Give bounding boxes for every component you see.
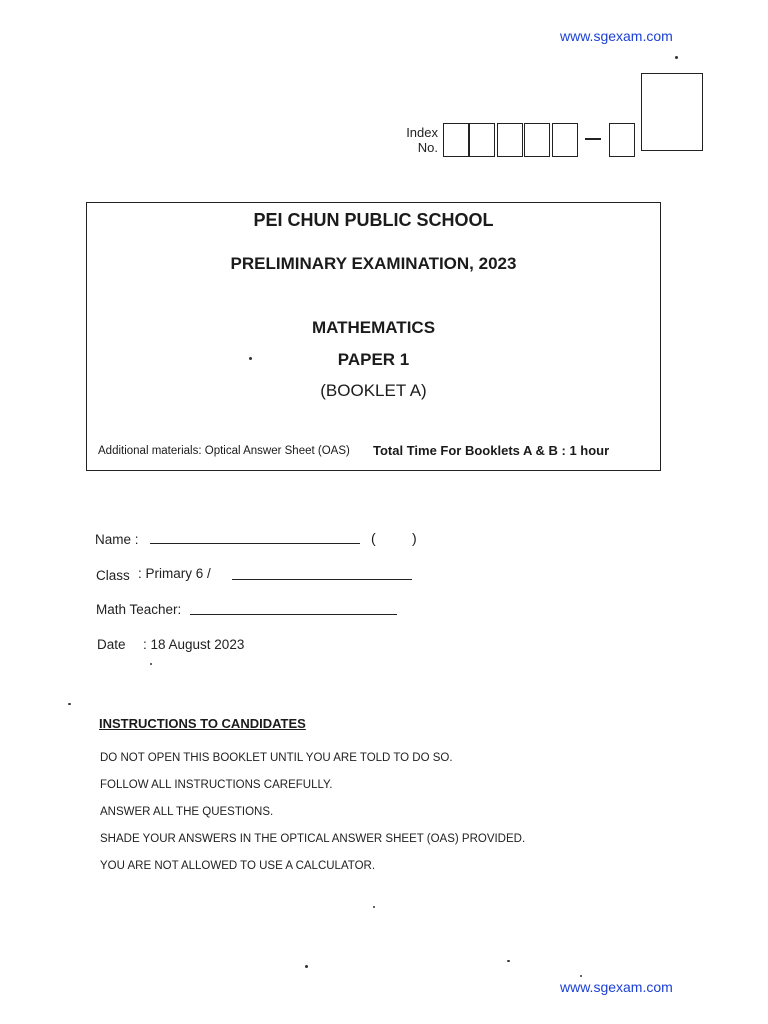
scan-speck: [249, 357, 252, 360]
instruction-item: YOU ARE NOT ALLOWED TO USE A CALCULATOR.: [100, 860, 376, 872]
paper-title: PAPER 1: [337, 350, 410, 369]
index-number-label: [396, 125, 438, 155]
instruction-item: SHADE YOUR ANSWERS IN THE OPTICAL ANSWER SHEET (OAS) PROVIDED.: [100, 833, 526, 845]
scan-speck: [373, 906, 375, 908]
index-label-line1: Index: [406, 125, 438, 140]
instructions-list: [100, 751, 525, 886]
date-value: : 18 August 2023: [143, 637, 245, 652]
additional-materials: Additional materials: Optical Answer Sheet (OAS): [98, 445, 350, 457]
booklet-title: (BOOKLET A): [320, 381, 427, 400]
class-field[interactable]: [232, 579, 412, 580]
math-teacher-label: Math Teacher:: [96, 602, 182, 617]
register-number-close-paren: ): [412, 530, 417, 546]
scan-speck: [675, 56, 678, 59]
name-field[interactable]: [150, 543, 360, 544]
index-digit-box-4[interactable]: [524, 123, 550, 157]
instructions-heading: INSTRUCTIONS TO CANDIDATES: [99, 716, 306, 731]
watermark-link-bottom[interactable]: www.sgexam.com: [560, 979, 673, 995]
total-time: Total Time For Booklets A & B : 1 hour: [373, 443, 610, 458]
index-digit-box-3[interactable]: [497, 123, 523, 157]
class-value: : Primary 6 /: [138, 566, 211, 581]
instruction-item: ANSWER ALL THE QUESTIONS.: [100, 806, 274, 818]
subject-title: MATHEMATICS: [311, 318, 436, 337]
register-number-open-paren: (: [371, 530, 376, 546]
scan-speck: [68, 703, 71, 705]
date-label: Date: [97, 637, 126, 652]
school-name: PEI CHUN PUBLIC SCHOOL: [253, 210, 494, 230]
scan-speck: [507, 960, 510, 962]
exam-title: PRELIMINARY EXAMINATION, 2023: [230, 254, 517, 273]
scan-speck: [150, 663, 152, 665]
class-label: Class: [96, 568, 130, 583]
scan-speck: [580, 975, 582, 977]
index-digit-box-1[interactable]: [443, 123, 469, 157]
index-label-line2: No.: [417, 140, 438, 155]
index-digit-box-5[interactable]: [552, 123, 578, 157]
math-teacher-field[interactable]: [190, 614, 397, 615]
index-digit-box-6[interactable]: [609, 123, 635, 157]
instruction-item: DO NOT OPEN THIS BOOKLET UNTIL YOU ARE TOLD TO DO SO.: [100, 752, 453, 764]
index-separator-dash: [585, 138, 601, 140]
name-label: Name :: [95, 532, 139, 547]
watermark-link-top[interactable]: www.sgexam.com: [560, 28, 673, 44]
instruction-item: FOLLOW ALL INSTRUCTIONS CAREFULLY.: [100, 779, 333, 791]
index-digit-box-2[interactable]: [469, 123, 495, 157]
scan-speck: [305, 965, 308, 968]
marks-box: [641, 73, 703, 151]
